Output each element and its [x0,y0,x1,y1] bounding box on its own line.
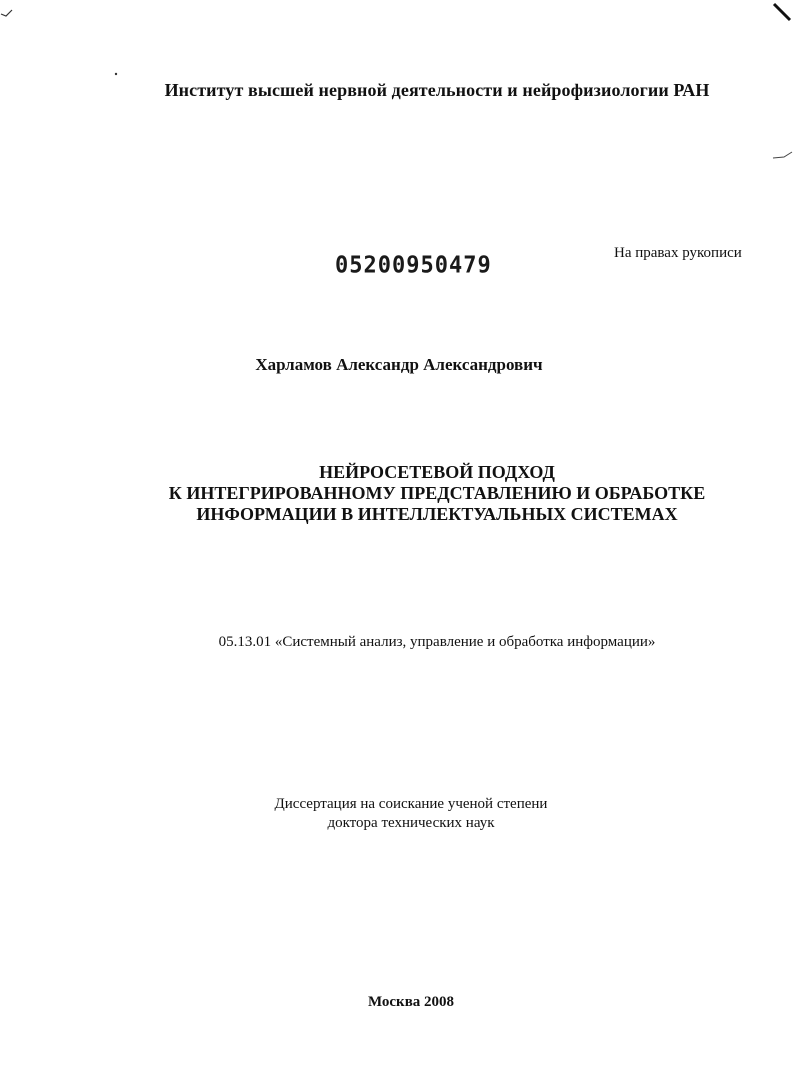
scan-mark-top-right [772,2,794,24]
scan-mark-top-left [0,8,14,18]
title-line: НЕЙРОСЕТЕВОЙ ПОДХОД [319,462,555,482]
dissertation-title [38,462,798,525]
scan-mark-right-dash [772,150,794,160]
city-year: Москва 2008 [367,994,455,1010]
title-line: ИНФОРМАЦИИ В ИНТЕЛЛЕКТУАЛЬНЫХ СИСТЕМАХ [196,504,678,524]
degree-statement [12,795,798,833]
degree-line: Диссертация на соискание ученой степени [274,796,548,812]
registration-code: 05200950479 [335,252,492,279]
institute-name: Институт высшей нервной деятельности и нейрофизиологии РАН [164,80,710,100]
author-name: Харламов Александр Александрович [255,355,543,374]
degree-line: доктора технических наук [327,815,495,831]
manuscript-note: На правах рукописи [614,245,742,261]
title-line: К ИНТЕГРИРОВАННОМУ ПРЕДСТАВЛЕНИЮ И ОБРАБОТКЕ [168,483,706,503]
scan-dot [114,72,118,76]
specialty-code: 05.13.01 «Системный анализ, управление и обработка информации» [218,634,656,650]
